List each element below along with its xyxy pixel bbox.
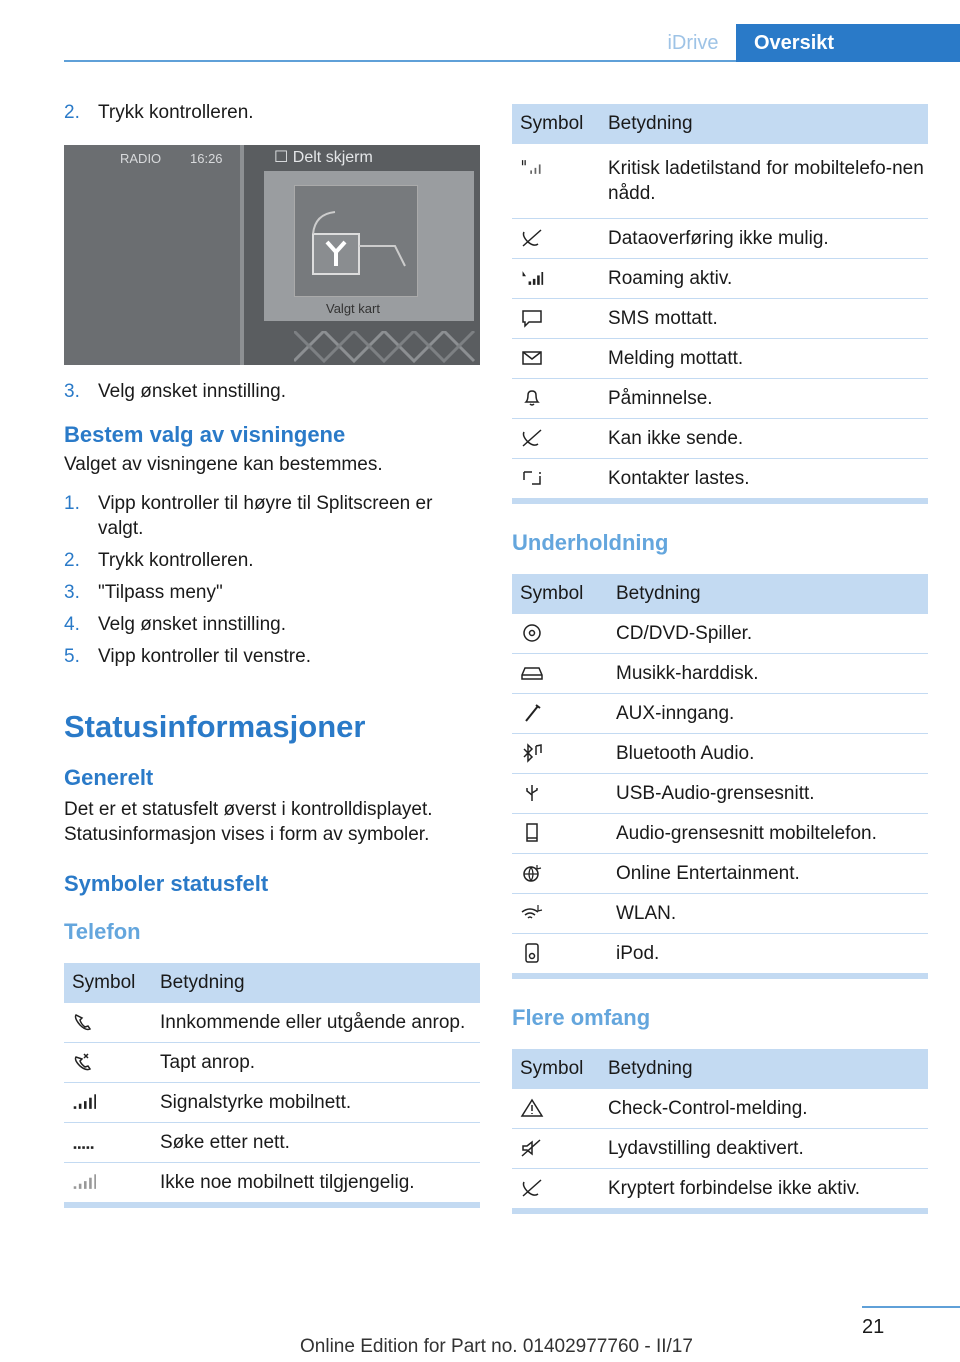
table-header-row — [64, 963, 480, 1003]
table-row — [64, 1123, 480, 1163]
telefon-title: Telefon — [64, 919, 141, 944]
chapter-title: Statusinformasjoner — [64, 709, 366, 744]
step-item — [64, 644, 480, 669]
row-text: Kan ikke sende. — [600, 419, 928, 459]
warning-triangle-icon — [512, 1089, 600, 1129]
row-text: Melding mottatt. — [600, 339, 928, 379]
underholdning-title: Underholdning — [512, 530, 669, 555]
page-number: 21 — [862, 1316, 885, 1338]
table-header-row — [512, 1049, 928, 1089]
header-symbol: Symbol — [512, 104, 600, 144]
tab-idrive[interactable]: iDrive — [667, 32, 719, 54]
signal-strength-icon — [64, 1083, 152, 1123]
step-item — [64, 491, 480, 541]
row-text: Roaming aktiv. — [600, 259, 928, 299]
row-text: Signalstyrke mobilnett. — [152, 1083, 480, 1123]
row-text: Kontakter lastes. — [600, 459, 928, 499]
table-row — [512, 259, 928, 299]
table-row — [512, 734, 928, 774]
step-item — [64, 100, 480, 125]
selected-map-label: Valgt kart — [326, 301, 380, 316]
section-intro: Valget av visningene kan bestemmes. — [64, 454, 383, 475]
section-title: Bestem valg av visningene — [64, 422, 346, 447]
table-row — [512, 459, 928, 499]
step-text: "Tilpass meny" — [98, 582, 223, 603]
row-text: AUX-inngang. — [608, 694, 928, 734]
table-row — [64, 1003, 480, 1043]
phone-icon — [64, 1003, 152, 1043]
step-text: Velg ønsket innstilling. — [98, 381, 286, 402]
step-number: 2. — [64, 550, 80, 571]
page-number-rule — [862, 1306, 960, 1308]
step-number: 5. — [64, 646, 80, 667]
table-row — [512, 1169, 928, 1209]
flere-omfang-title: Flere omfang — [512, 1005, 651, 1030]
clock-label: 16:26 — [190, 151, 223, 166]
roaming-icon — [512, 259, 600, 299]
display-screenshot — [64, 145, 480, 365]
hard-disk-icon — [512, 654, 608, 694]
step-item — [64, 612, 480, 637]
telefon-table — [64, 963, 480, 1203]
right-column — [512, 104, 928, 1214]
step-text: Trykk kontrolleren. — [98, 102, 254, 123]
table-row — [512, 934, 928, 974]
step-text: Vipp kontroller til høyre til Splitscreen er valgt. — [98, 493, 433, 539]
left-column — [64, 100, 480, 1208]
row-text: Innkommende eller utgående anrop. — [152, 1003, 480, 1043]
step-item — [64, 580, 480, 605]
map-frame — [264, 171, 474, 321]
row-text: Tapt anrop. — [152, 1043, 480, 1083]
aux-jack-icon — [512, 694, 608, 734]
step-number: 2. — [64, 102, 80, 123]
step-number: 3. — [64, 381, 80, 402]
table-row — [512, 854, 928, 894]
table-row — [512, 299, 928, 339]
step-text: Trykk kontrolleren. — [98, 550, 254, 571]
header-meaning: Betydning — [608, 574, 928, 614]
symbols-title: Symboler statusfelt — [64, 871, 269, 896]
table-end-rule — [512, 1209, 928, 1214]
table-header-row — [512, 104, 928, 144]
row-text: Ikke noe mobilnett tilgjengelig. — [152, 1163, 480, 1203]
step-text: Velg ønsket innstilling. — [98, 614, 286, 635]
row-text: Online Entertainment. — [608, 854, 928, 894]
map-thumbnail — [294, 185, 418, 297]
table-header-row — [512, 574, 928, 614]
split-screen-label: ☐ Delt skjerm — [274, 149, 373, 166]
row-text: Audio-grensesnitt mobiltelefon. — [608, 814, 928, 854]
table-end-rule — [512, 974, 928, 979]
radio-label: RADIO — [120, 151, 162, 166]
sms-icon — [512, 299, 600, 339]
step-number: 4. — [64, 614, 80, 635]
row-text: WLAN. — [608, 894, 928, 934]
wlan-icon — [512, 894, 608, 934]
speaker-off-icon — [512, 1129, 600, 1169]
step-item — [64, 379, 480, 404]
table-row — [512, 614, 928, 654]
table-row — [512, 894, 928, 934]
generelt-text: Det er et statusfelt øverst i kontrolldisplayet. Statusinformasjon vises i form av symboler. — [64, 799, 433, 845]
header-meaning: Betydning — [152, 963, 480, 1003]
edition-footer: Online Edition for Part no. 01402977760 - II/17 — [300, 1336, 693, 1357]
left-panel — [64, 145, 240, 365]
header-symbol: Symbol — [512, 574, 608, 614]
row-text: SMS mottatt. — [600, 299, 928, 339]
step-text: Vipp kontroller til venstre. — [98, 646, 311, 667]
underholdning-table — [512, 574, 928, 974]
step-item — [64, 548, 480, 573]
mobile-phone-icon — [512, 814, 608, 854]
table-row — [512, 219, 928, 259]
table-row — [512, 694, 928, 734]
email-icon — [512, 339, 600, 379]
table-row — [512, 774, 928, 814]
table-row — [512, 1089, 928, 1129]
row-text: Dataoverføring ikke mulig. — [600, 219, 928, 259]
low-battery-icon — [512, 144, 600, 219]
table-row — [512, 1129, 928, 1169]
row-text: Lydavstilling deaktivert. — [600, 1129, 928, 1169]
header-symbol: Symbol — [64, 963, 152, 1003]
table-row — [512, 379, 928, 419]
table-row — [512, 814, 928, 854]
network-search-icon — [64, 1123, 152, 1163]
row-text: Kritisk ladetilstand for mobiltelefo-nen nådd. — [600, 144, 928, 219]
table-row — [512, 654, 928, 694]
header-meaning: Betydning — [600, 1049, 928, 1089]
tab-oversikt[interactable]: Oversikt — [736, 24, 960, 62]
row-text: iPod. — [608, 934, 928, 974]
table-row — [512, 339, 928, 379]
table-row — [64, 1163, 480, 1203]
table-row — [512, 144, 928, 219]
table-row — [512, 419, 928, 459]
flere-omfang-table — [512, 1049, 928, 1209]
step-number: 1. — [64, 493, 80, 514]
bluetooth-audio-icon — [512, 734, 608, 774]
table-row — [64, 1043, 480, 1083]
globe-icon — [512, 854, 608, 894]
bell-icon — [512, 379, 600, 419]
encryption-off-icon — [512, 1169, 600, 1209]
row-text: Søke etter nett. — [152, 1123, 480, 1163]
table-row — [64, 1083, 480, 1123]
no-network-icon — [64, 1163, 152, 1203]
telefon-table-continued — [512, 104, 928, 499]
generelt-title: Generelt — [64, 765, 154, 790]
no-data-icon — [512, 219, 600, 259]
header-symbol: Symbol — [512, 1049, 600, 1089]
cannot-send-icon — [512, 419, 600, 459]
row-text: CD/DVD-Spiller. — [608, 614, 928, 654]
table-end-rule — [512, 499, 928, 504]
missed-call-icon — [64, 1043, 152, 1083]
row-text: Påminnelse. — [600, 379, 928, 419]
decorative-pattern — [294, 331, 480, 365]
route-icon — [295, 186, 417, 296]
panel-divider — [240, 145, 244, 365]
usb-icon — [512, 774, 608, 814]
table-end-rule — [64, 1203, 480, 1208]
row-text: USB-Audio-grensesnitt. — [608, 774, 928, 814]
ipod-icon — [512, 934, 608, 974]
row-text: Kryptert forbindelse ikke aktiv. — [600, 1169, 928, 1209]
row-text: Bluetooth Audio. — [608, 734, 928, 774]
row-text: Check-Control-melding. — [600, 1089, 928, 1129]
header-meaning: Betydning — [600, 104, 928, 144]
contacts-loading-icon — [512, 459, 600, 499]
row-text: Musikk-harddisk. — [608, 654, 928, 694]
step-number: 3. — [64, 582, 80, 603]
disc-icon — [512, 614, 608, 654]
